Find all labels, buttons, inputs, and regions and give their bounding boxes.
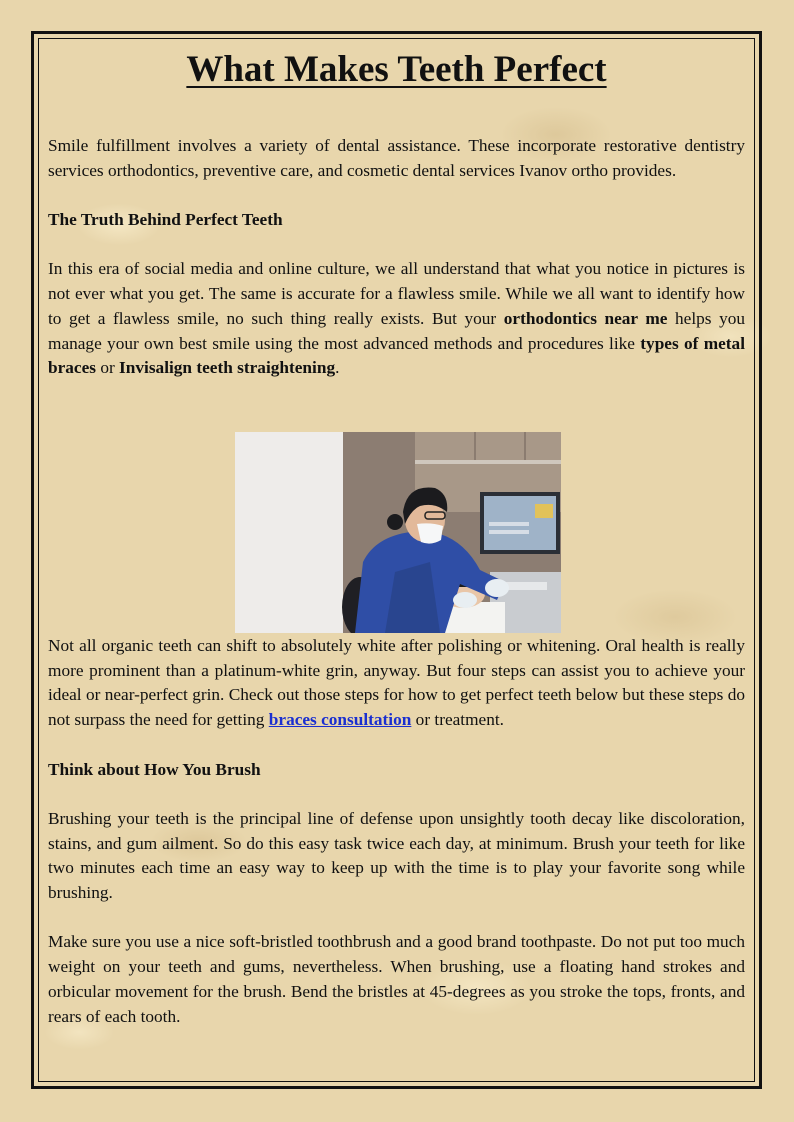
keyword-invisalign: Invisalign teeth straightening — [119, 358, 336, 378]
page-title: What Makes Teeth Perfect — [186, 49, 607, 90]
section-heading-brush: Think about How You Brush — [48, 759, 261, 779]
dentist-photo — [235, 432, 561, 633]
article — [48, 48, 745, 1029]
intro-paragraph: Smile fulfillment involves a variety of dental assistance. These incorporate restorative dentistry services orthodontics, preventive care, and cosmetic dental services Ivanov ortho provides. — [48, 136, 745, 180]
brushing-paragraph: Brushing your teeth is the principal line of defense upon unsightly tooth decay like discoloration, stains, and gum ailment. So do this easy task twice each day, at minimum. Brush your teeth for like two minutes each time an easy way to keep up with the time is to play your favorite song while brushing. — [48, 808, 745, 902]
keyword-orthodontics-near-me: orthodontics near me — [503, 308, 668, 328]
whitening-paragraph: Not all organic teeth can shift to absolutely white after polishing or whitening. Oral health is really more prominent than a platinum-white grin, anyway. But four steps can assist you to achieve your ideal or near-perfect grin. Check out those steps for how to get perfect teeth below but these steps do not surpass the need for getting braces consultation or treatment. — [48, 636, 745, 730]
truth-paragraph: In this era of social media and online culture, we all understand that what you notice in pictures is not ever what you get. The same is accurate for a flawless smile. While we all want to identify how to get a flawless smile, no such thing really exists. But your orthodontics near me helps you manage your own best smile using the most advanced methods and procedures like types of metal braces or Invisalign teeth straightening. — [48, 259, 746, 378]
section-heading-truth: The Truth Behind Perfect Teeth — [48, 210, 283, 230]
keyword-types-of-metal-braces: types of metal braces — [48, 333, 746, 378]
braces-consultation-link[interactable]: braces consultation — [268, 710, 412, 730]
toothbrush-paragraph: Make sure you use a nice soft-bristled toothbrush and a good brand toothpaste. Do not put too much weight on your teeth and gums, nevertheless. When brushing, use a floating hand strokes and orbicular movement for the brush. Bend the bristles at 45-degrees as you stroke the tops, fronts, and rears of each tooth. — [48, 932, 745, 1026]
